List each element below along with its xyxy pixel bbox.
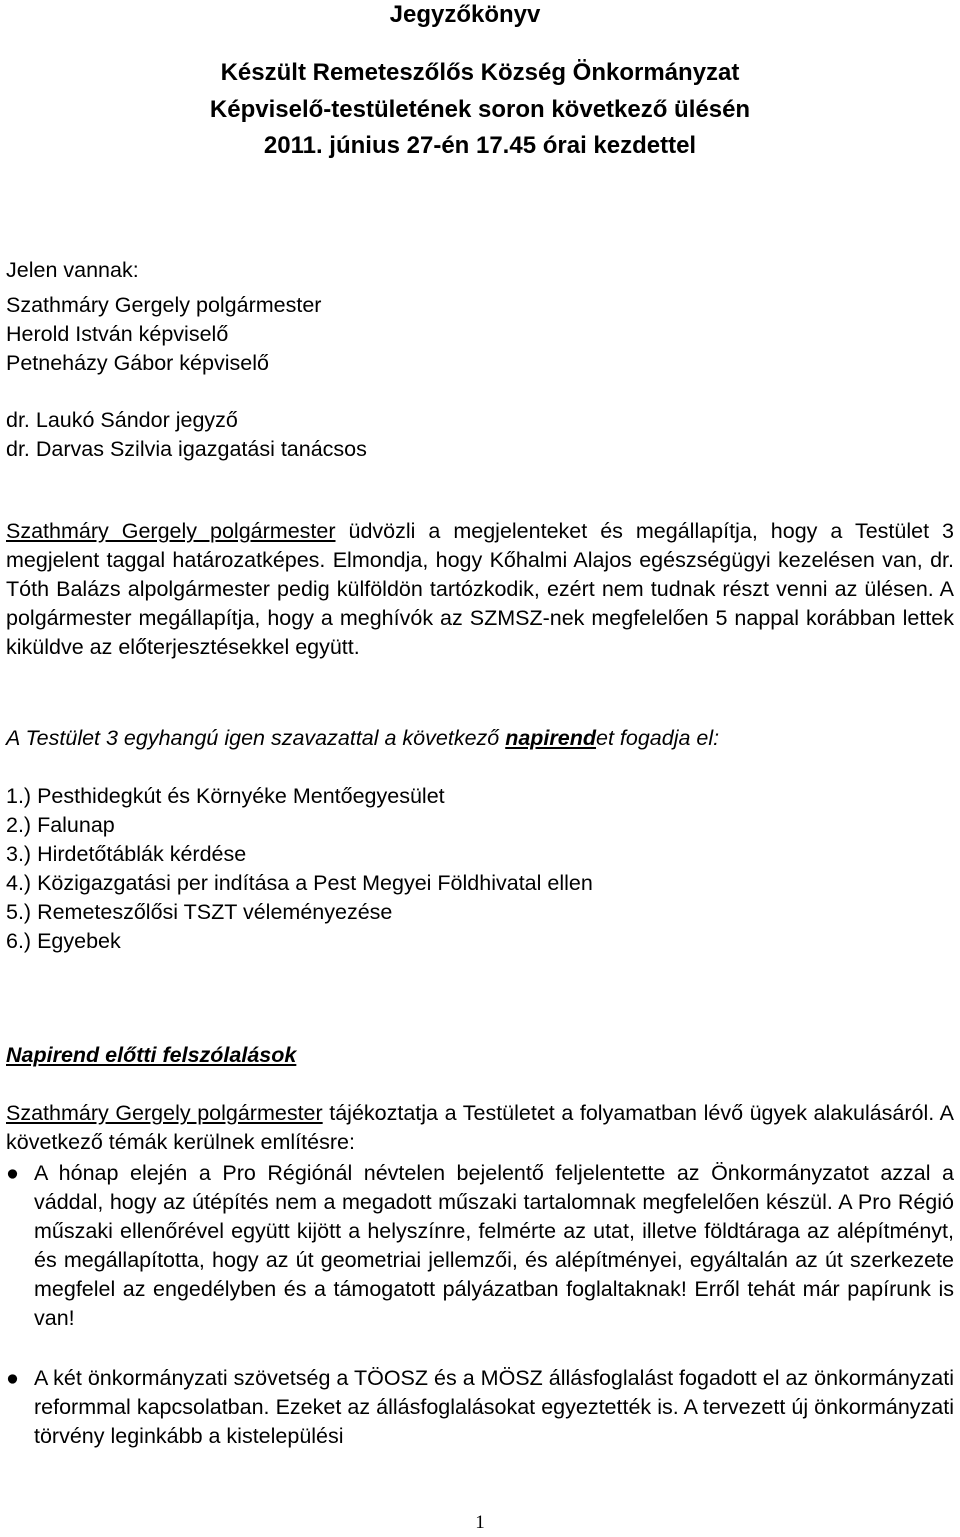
staff-member: dr. Darvas Szilvia igazgatási tanácsos bbox=[6, 437, 367, 461]
opening-paragraph bbox=[6, 517, 954, 662]
agenda-item: 3.) Hirdetőtáblák kérdése bbox=[6, 842, 247, 866]
agenda-item: 1.) Pesthidegkút és Környéke Mentőegyesület bbox=[6, 784, 445, 808]
attendee: Szathmáry Gergely polgármester bbox=[6, 293, 322, 317]
agenda-intro-text: A Testület 3 egyhangú igen szavazattal a következő bbox=[6, 726, 506, 750]
opening-text: üdvözli a megjelenteket és megállapítja, hogy a Testület 3 megjelent taggal határozatképes. Elmondja, hogy Kőhalmi Alajos egészségügyi kezelésen van, dr. Tóth Balázs alpolgármester pedig külföldön tartózkodik, ezért nem tudnak részt venni az ülésen. A polgármester megállapítja, hogy a meghívók az SZMSZ-nek megfelelően 5 nappal korábban lettek kiküldve az előterjesztésekkel együtt. bbox=[6, 519, 954, 659]
agenda-intro bbox=[6, 724, 719, 753]
speaker-name: Szathmáry Gergely polgármester bbox=[6, 1101, 323, 1125]
section-heading: Napirend előtti felszólalások bbox=[6, 1043, 297, 1067]
attendance-label: Jelen vannak: bbox=[6, 258, 139, 282]
header-line: 2011. június 27-én 17.45 órai kezdettel bbox=[263, 132, 697, 159]
agenda-item: 6.) Egyebek bbox=[6, 929, 121, 953]
bullet-text: A két önkormányzati szövetség a TÖOSZ és a MÖSZ állásfoglalást fogadott el az önkormányzati reformmal kapcsolatban. Ezeket az állásfoglalásokat egyeztették is. A tervezett új önkormányzati törvény leginkább a kistelepülési bbox=[34, 1366, 954, 1448]
bullet-icon: ● bbox=[6, 1366, 19, 1390]
document-title: Jegyzőkönyv bbox=[389, 1, 541, 28]
bullet-icon: ● bbox=[6, 1161, 19, 1185]
agenda-item: 4.) Közigazgatási per indítása a Pest Megyei Földhivatal ellen bbox=[6, 871, 593, 895]
pre-agenda-intro-text: tájékoztatja a Testületet a folyamatban lévő ügyek alakulásáról. A következő témák kerülnek említésre: bbox=[6, 1101, 954, 1154]
header-line: Készült Remeteszőlős Község Önkormányzat bbox=[220, 59, 740, 86]
agenda-keyword: napirend bbox=[505, 726, 596, 750]
speaker-name: Szathmáry Gergely polgármester bbox=[6, 519, 336, 543]
attendee: Petneházy Gábor képviselő bbox=[6, 351, 269, 375]
agenda-item: 2.) Falunap bbox=[6, 813, 115, 837]
page-number: 1 bbox=[475, 1512, 485, 1533]
document-header bbox=[0, 55, 960, 165]
pre-agenda-intro bbox=[6, 1099, 954, 1157]
agenda-item: 5.) Remeteszőlősi TSZT véleményezése bbox=[6, 900, 393, 924]
header-line: Képviselő-testületének soron következő ülésén bbox=[209, 95, 751, 123]
agenda-intro-text: et fogadja el: bbox=[596, 726, 720, 750]
staff-member: dr. Laukó Sándor jegyző bbox=[6, 408, 238, 432]
attendee: Herold István képviselő bbox=[6, 322, 229, 346]
bullet-text: A hónap elején a Pro Régiónál névtelen bejelentő feljelentette az Önkormányzatot azzal a váddal, hogy az útépítés nem a megadott műszaki tartalomnak megfelelően készül. A Pro Régió műszaki ellenőrével együtt kijött a helyszínre, felmérte az utat, illetve földtáraga az alépítményt, és megállapította, hogy az út geometriai jellemzői, és alépítményei, egyáltalán az út szerkezete megfelel az engedélyben és a támogatott pályázatban foglaltaknak! Erről tehát már papírunk is van! bbox=[34, 1161, 954, 1330]
